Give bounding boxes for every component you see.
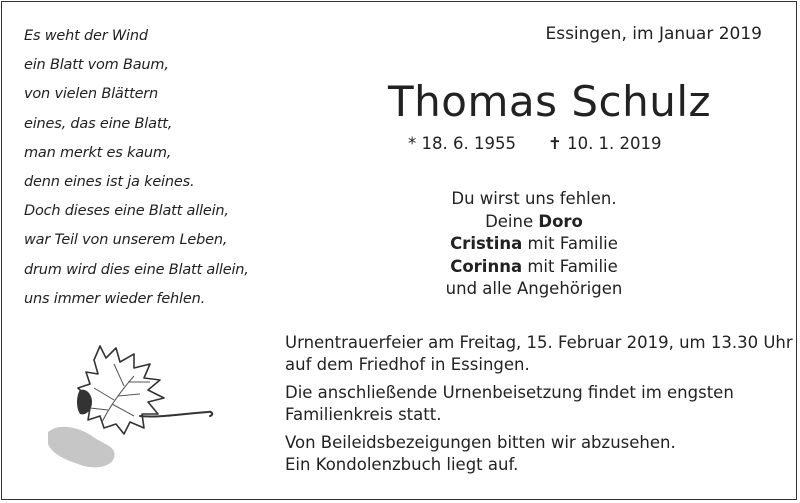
info-line: Ein Kondolenzbuch liegt auf. <box>285 454 519 474</box>
mourner-suffix: mit Familie <box>527 256 618 276</box>
burial-info-paragraph <box>285 382 785 425</box>
poem-line: von vielen Blättern <box>24 86 159 103</box>
poem-line: denn eines ist ja keines. <box>24 174 195 191</box>
mourner-line <box>400 256 668 279</box>
condolence-info-paragraph <box>285 432 785 475</box>
poem-line: uns immer wieder fehlen. <box>24 290 205 307</box>
poem-line: drum wird dies eine Blatt allein, <box>24 261 249 278</box>
poem-line: war Teil von unserem Leben, <box>24 232 228 249</box>
relatives-line: und alle Angehörigen <box>445 279 623 299</box>
mourner-suffix: mit Familie <box>527 234 618 254</box>
mourner-name: Corinna <box>450 256 523 276</box>
info-line: auf dem Friedhof in Essingen. <box>285 354 530 374</box>
death-date: ✝ 10. 1. 2019 <box>548 134 662 153</box>
poem-line: ein Blatt vom Baum, <box>24 57 169 74</box>
place-date: Essingen, im Januar 2019 <box>545 24 762 44</box>
mourner-prefix: Deine <box>485 211 534 231</box>
mourner-name: Doro <box>538 211 583 231</box>
mourner-line <box>400 211 668 234</box>
falling-leaf-icon <box>40 336 220 476</box>
farewell-line: Du wirst uns fehlen. <box>451 189 617 208</box>
mourner-name: Cristina <box>450 234 523 254</box>
poem-line: Doch dieses eine Blatt allein, <box>24 203 229 220</box>
mourners-block <box>400 188 668 301</box>
birth-date: * 18. 6. 1955 <box>408 134 516 153</box>
service-info-paragraph <box>285 332 793 375</box>
service-info <box>285 332 793 483</box>
poem <box>24 22 249 314</box>
poem-line: Es weht der Wind <box>24 28 148 44</box>
poem-line: eines, das eine Blatt, <box>24 115 173 132</box>
deceased-name: Thomas Schulz <box>388 77 712 126</box>
mourner-line <box>400 233 668 256</box>
info-line: Urnentrauerfeier am Freitag, 15. Februar 2019, um 13.30 Uhr <box>285 333 793 352</box>
info-line: Von Beileidsbezeigungen bitten wir abzusehen. <box>285 433 676 453</box>
poem-line: man merkt es kaum, <box>24 144 172 161</box>
info-line: Die anschließende Urnenbeisetzung findet im engsten <box>285 383 734 403</box>
info-line: Familienkreis statt. <box>285 404 442 424</box>
